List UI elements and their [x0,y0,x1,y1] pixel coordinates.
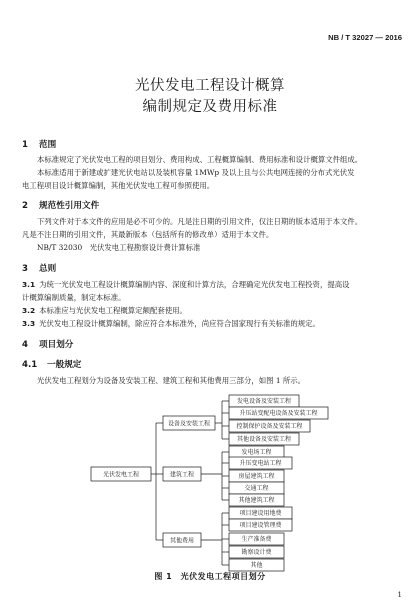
section-title: 项目划分 [39,340,74,350]
node-label: 发电设备及安装工程 [236,398,292,406]
section-number: 4.1 [22,360,38,370]
section-number: 1 [22,140,28,150]
page-number: 1 [397,591,402,599]
node-label: 其他建筑工程 [238,497,275,505]
clause-text: 为统一光伏发电工程设计概算编制内容、深度和计算方法，合理确定光伏发电工程投资，提高设 [39,280,350,289]
node-label: 交通工程 [244,485,269,493]
paragraph: 本标准适用于新建或扩建光伏电站以及装机容量 1MWp 及以上且与公共电网连接的分布式光伏发 [37,168,355,177]
diagram-leaf-node [229,519,292,531]
diagram-branch-node [163,416,215,430]
standard-code: NB / T 32027 — 2016 [328,33,402,42]
node-label: 生产准备费 [241,536,272,544]
paragraph: 本标准规定了光伏发电工程的项目划分、费用构成、工程概算编制、费用标准和设计概算文件组成。 [37,155,363,164]
node-label: 房屋建筑工程 [238,473,275,481]
section-title: 一般规定 [47,360,82,370]
diagram-branch-node [163,533,201,547]
diagram-leaf-node [229,546,284,558]
node-label: 建筑工程 [169,471,195,479]
clause-text: 光伏发电工程设计概算编制，除应符合本标准外，尚应符合国家现行有关标准的规定。 [39,319,320,328]
diagram-leaf-node [229,559,284,571]
paragraph: 凡是不注日期的引用文件，其最新版本（包括所有的修改单）适用于本文件。 [22,230,274,239]
diagram-leaf-node [229,446,284,458]
diagram-root-node [91,467,151,481]
section-number: 2 [22,201,28,211]
clause-number: 3.1 [22,280,36,289]
node-label: 项目建设用地费 [239,510,282,518]
section-number: 3 [22,264,28,274]
diagram-leaf-node [229,533,284,545]
paragraph: 下列文件对于本文件的应用是必不可少的。凡是注日期的引用文件，仅注日期的版本适用于本文件。 [37,217,363,226]
diagram-leaf-node [229,470,284,482]
node-label: 光伏发电工程 [102,471,140,479]
diagram-leaf-node [229,420,310,432]
node-label: 升压站变配电设备及安装工程 [239,410,318,418]
normative-reference: NB/T 32030 光伏发电工程勘察设计费计算标准 [37,243,201,252]
paragraph: 光伏发电工程划分为设备及安装工程、建筑工程和其他费用三部分，如图 1 所示。 [37,376,306,385]
clause-number: 3.2 [22,306,36,315]
clause-number: 3.3 [22,319,36,328]
clause-3-1-continued: 计概算编制质量，制定本标准。 [22,293,126,302]
node-label: 项目建设管理费 [239,522,282,530]
node-label: 勘察设计费 [241,549,272,557]
clause-text: 本标准应与光伏发电工程概算定额配套使用。 [39,306,187,315]
document-title-line-1: 光伏发电工程设计概算 [135,78,285,94]
node-label: 其他 [250,562,263,570]
section-number: 4 [22,340,28,350]
diagram-leaf-node [229,407,328,419]
node-label: 其他设备及安装工程 [236,436,292,444]
diagram-leaf-node [229,494,284,506]
figure-caption: 图 1 光伏发电工程项目划分 [154,572,266,581]
diagram-leaf-node [229,457,292,469]
diagram-leaf-node [229,433,299,445]
node-label: 其他费用 [169,537,195,545]
node-label: 控制保护设备及安装工程 [236,423,303,431]
diagram-leaf-node [229,482,284,494]
paragraph: 电工程项目设计概算编制，其他光伏发电工程可参照使用。 [22,181,215,190]
node-label: 升压变电站工程 [239,460,282,468]
section-title: 总则 [39,264,57,274]
section-title: 规范性引用文件 [39,201,100,211]
node-label: 发电场工程 [241,449,272,457]
document-title-line-2: 编制规定及费用标准 [142,99,278,115]
diagram-leaf-node [229,507,292,519]
section-title: 范围 [39,140,57,150]
diagram-branch-node [163,467,201,481]
diagram-leaf-node [229,395,299,407]
node-label: 设备及安装工程 [167,420,211,428]
